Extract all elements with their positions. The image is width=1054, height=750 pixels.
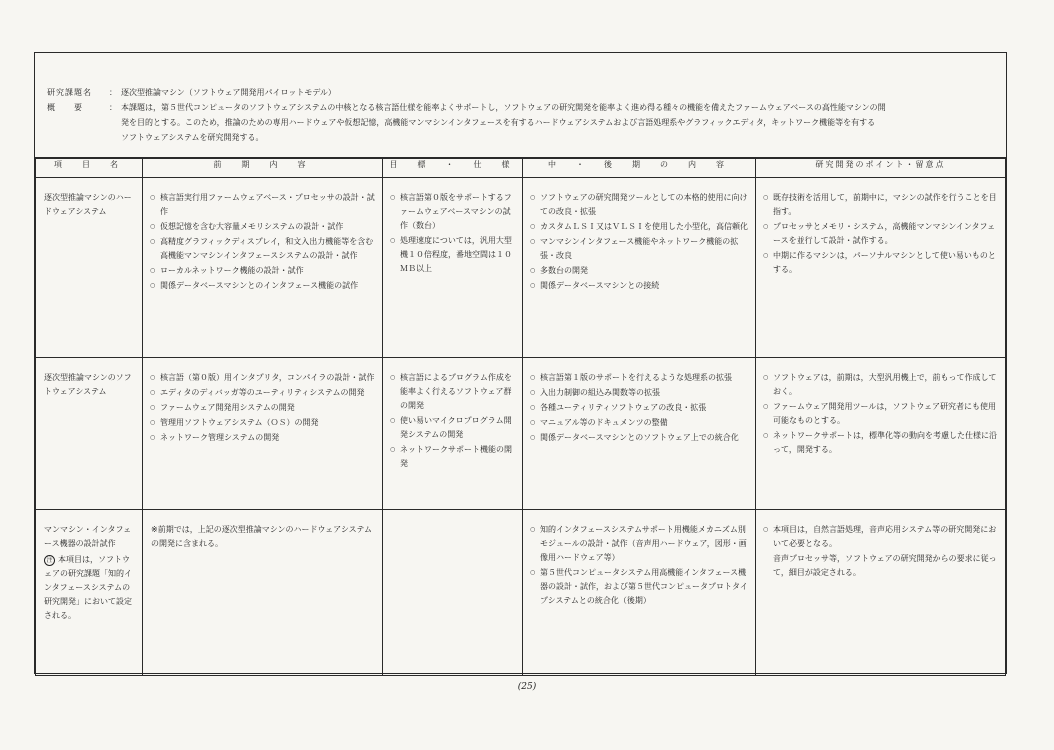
later-list	[531, 191, 749, 293]
col-header-later: 中 ・ 後 期 の 内 容	[523, 159, 756, 178]
list-item: ○ 高精度グラフィックディスプレイ，和文入出力機能等を含む高機能マンマシンインタフェースシステムの設計・試作	[151, 235, 376, 263]
item-name: 逐次型推論マシンのソフトウェアシステム	[36, 358, 143, 510]
list-item: ○ 関係データベースマシンとの接続	[531, 279, 749, 293]
project-header: 研究課題名 ： 逐次型推論マシン（ソフトウェア開発用パイロットモデル） 概 要 ： 本課題は，第５世代コンピュータのソフトウェアシステムの中核となる核言語仕様を能率よくサポートし，ソフトウェアの研究開発を能率よく進め得る種々の機能を備えたファームウェアベースの高性能マシンの開 発を目的とする。このため，推論のための専用ハードウェアや仮想記憶，高機能マンマシンインタフェースを有するハードウェアシステムおよび言語処理系やグラフィックエディタ，キットワーク機能等を有する ソフトウェアシステムを研究開発する。	[35, 53, 1006, 158]
list-item: ○ 核言語第０版をサポートするファームウェアベースマシンの試作（数台）	[391, 191, 516, 233]
list-item: ○ 核言語第１版のサポートを行えるような処理系の拡張	[531, 371, 749, 385]
list-item: ○ 本項目は，自然言語処理，音声応用システム等の研究開発において必要となる。	[764, 523, 999, 551]
table-header-row	[36, 159, 1006, 178]
col-header-early: 前 期 内 容	[143, 159, 383, 178]
points-list	[764, 191, 999, 277]
early-list	[151, 191, 376, 293]
list-item: ○ プロセッサとメモリ・システム，高機能マンマシンインタフェースを並行して設計・試作する。	[764, 220, 999, 248]
list-item: ○ ネットワークサポートは，標準化等の動向を考慮した仕様に沿って，開発する。	[764, 429, 999, 457]
points-list	[764, 371, 999, 457]
item-name: 逐次型推論マシンのハードウェアシステム	[36, 178, 143, 358]
list-item: ○ 第５世代コンピュータシステム用高機能インタフェース機器の設計・試作，および第５世代コンピュータプロトタイプシステムとの統合化（後期）	[531, 566, 749, 608]
plan-table	[35, 158, 1006, 676]
item-name: マンマシン・インタフェース機器の設計試作	[44, 525, 132, 548]
table-row	[36, 178, 1006, 358]
col-header-item: 項 目 名	[36, 159, 143, 178]
list-item: ○ カスタムＬＳＩ又はＶＬＳＩを使用した小型化，高信頼化	[531, 220, 749, 234]
list-item: ○ 関係データベースマシンとのソフトウェア上での統合化	[531, 431, 749, 445]
list-item: ○ ローカルネットワーク機能の設計・試作	[151, 264, 376, 278]
list-item: ○ 中期に作るマシンは，パーソナルマシンとして使い易いものとする。	[764, 249, 999, 277]
list-item: ○ マンマシンインタフェース機能やネットワーク機能の拡張・改良	[531, 235, 749, 263]
table-row	[36, 358, 1006, 510]
note-mark: 注	[44, 555, 55, 566]
list-item: ○ 既存技術を活用して，前期中に，マシンの試作を行うことを目指す。	[764, 191, 999, 219]
later-list	[531, 371, 749, 445]
list-item: ○ 知的インタフェースシステムサポート用機能メカニズム別モジュールの設計・試作（音声用ハードウェア，図形・画像用ハードウェア等）	[531, 523, 749, 565]
list-item: ○ マニュアル等のドキュメンツの整備	[531, 416, 749, 430]
points-extra: 音声プロセッサ等，ソフトウェアの研究開発からの要求に従って，細目が設定される。	[773, 554, 997, 577]
early-list	[151, 371, 376, 445]
list-item: ○ 仮想記憶を含む大容量メモリシステムの設計・試作	[151, 220, 376, 234]
item-note	[44, 553, 136, 623]
col-header-spec: 目 標 ・ 仕 様	[383, 159, 523, 178]
list-item: ○ ファームウェア開発用システムの開発	[151, 401, 376, 415]
document-sheet	[34, 52, 1007, 674]
list-item: ○ 入出力制御の組込み関数等の拡張	[531, 386, 749, 400]
list-item: ○ 多数台の開発	[531, 264, 749, 278]
list-item: ○ 核言語（第０版）用インタプリタ，コンパイラの設計・試作	[151, 371, 376, 385]
list-item: ○ ソフトウェアの研究開発ツールとしての本格的使用に向けての改良・拡張	[531, 191, 749, 219]
list-item: ○ 使い易いマイクロプログラム開発システムの開発	[391, 414, 516, 442]
page-number: (25)	[517, 682, 537, 692]
col-header-points: 研究開発のポイント・留意点	[756, 159, 1006, 178]
list-item: ○ 核言語によるプログラム作成を能率よく行えるソフトウェア群の開発	[391, 371, 516, 413]
summary-line-3: ソフトウェアシステムを研究開発する。	[121, 133, 264, 142]
list-item: ○ 関係データベースマシンとのインタフェース機能の試作	[151, 279, 376, 293]
list-item: ○ 処理速度については，汎用大型機１０倍程度，番地空間は１０ＭＢ以上	[391, 234, 516, 276]
points-list	[764, 523, 999, 551]
list-item: ○ ソフトウェアは，前期は，大型汎用機上で，前もって作成しておく。	[764, 371, 999, 399]
spec-empty-cell	[383, 510, 523, 676]
later-list	[531, 523, 749, 608]
title-label: 研究課題名	[47, 88, 92, 97]
summary-line-1: 本課題は，第５世代コンピュータのソフトウェアシステムの中核となる核言語仕様を能率よくサポートし，ソフトウェアの研究開発を能率よく進め得る種々の機能を備えたファームウェアベースの高性能マシンの開	[121, 103, 886, 112]
list-item: ○ ネットワークサポート機能の開発	[391, 443, 516, 471]
summary-label: 概 要	[47, 103, 83, 112]
list-item: ○ ファームウェア開発用ツールは，ソフトウェア研究者にも使用可能なものとする。	[764, 400, 999, 428]
list-item: ○ 管理用ソフトウェアシステム（ＯＳ）の開発	[151, 416, 376, 430]
project-title: 逐次型推論マシン（ソフトウェア開発用パイロットモデル）	[121, 88, 336, 97]
spec-list	[391, 371, 516, 471]
table-row	[36, 510, 1006, 676]
spec-list	[391, 191, 516, 276]
list-item: ○ 各種ユーティリティソフトウェアの改良・拡張	[531, 401, 749, 415]
list-item: ○ ネットワーク管理システムの開発	[151, 431, 376, 445]
note-text: 本項目は，ソフトウェアの研究課題「知的インタフェースシステムの研究開発」において設定される。	[44, 555, 132, 620]
list-item: ○ 核言語実行用ファームウェアベース・プロセッサの設計・試作	[151, 191, 376, 219]
summary-line-2: 発を目的とする。このため，推論のための専用ハードウェアや仮想記憶，高機能マンマシンインタフェースを有するハードウェアシステムおよび言語処理系やグラフィックエディタ，キットワーク機能等を有する	[121, 118, 876, 127]
early-note: ※前期では，上記の逐次型推論マシンのハードウェアシステムの開発に含まれる。	[143, 510, 383, 676]
list-item: ○ エディタのディバッガ等のユーティリティシステムの開発	[151, 386, 376, 400]
